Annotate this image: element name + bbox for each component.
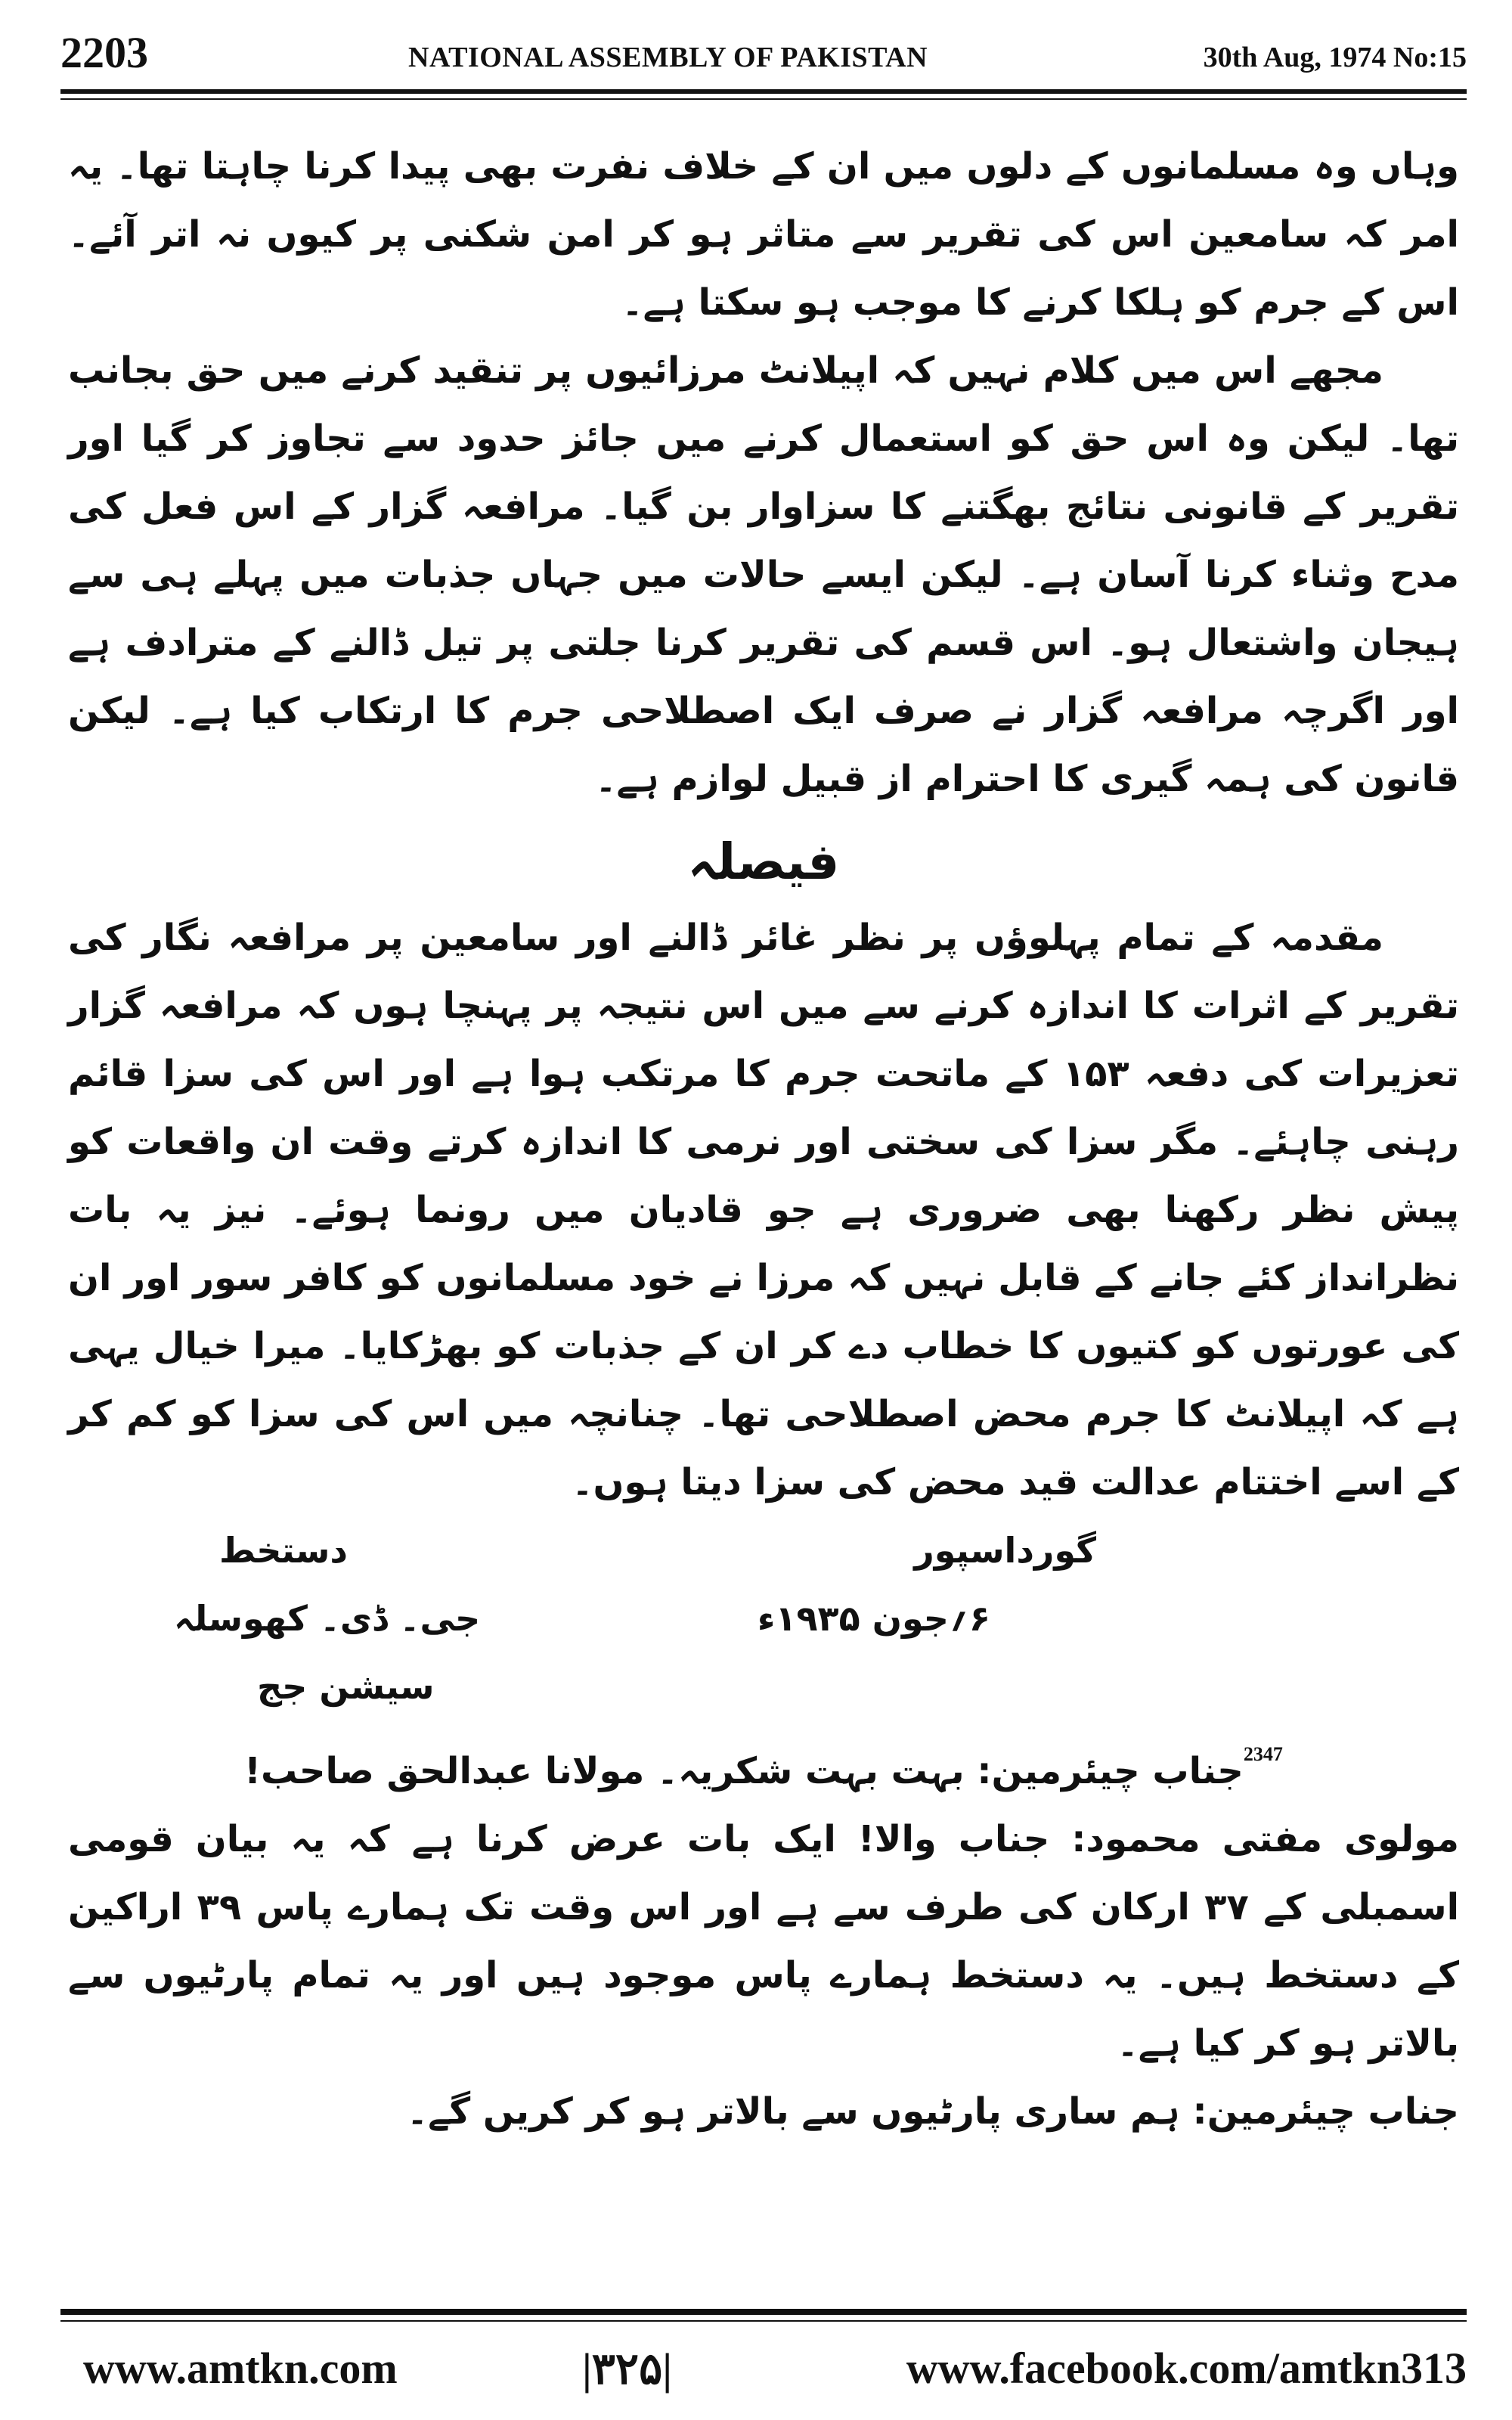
footer-rule-thick [60, 2309, 1467, 2315]
footer-website-link[interactable]: www.amtkn.com [83, 2344, 398, 2393]
paragraph-1: وہاں وہ مسلمانوں کے دلوں میں ان کے خلاف نفرت بھی پیدا کرنا چاہتا تھا۔ یہ امر کہ سامعین اس کی تقریر سے متاثر ہو کر امن شکنی پر کیوں نہ اتر آئے۔ اس کے جرم کو ہلکا کرنے کا موجب ہو سکتا ہے۔ [68, 145, 1459, 324]
speaker-name: جناب چیئرمین: [977, 1750, 1244, 1792]
speaker-name: جناب چیئرمین: [1192, 2090, 1459, 2133]
proceeding-marker: 2347 [1243, 1743, 1283, 1765]
header-date: 30th Aug, 1974 No:15 [1203, 42, 1467, 73]
speech-chairman-2 [68, 2077, 1459, 2145]
speech-text: بہت بہت شکریہ۔ مولانا عبدالحق صاحب! [244, 1750, 965, 1792]
paragraph-3: مقدمہ کے تمام پہلوؤں پر نظر غائر ڈالنے اور سامعین پر مرافعہ نگار کی تقریر کے اثرات کا اندازہ کرنے سے میں اس نتیجہ پر پہنچا ہوں کہ مرافعہ گزار تعزیرات کی دفعہ ۱۵۳ کے ماتحت جرم کا مرتکب ہوا ہے اور اس کی سزا قائم رہنی چاہئے۔ مگر سزا کی سختی اور نرمی کا اندازہ کرتے وقت ان واقعات کو پیش نظر رکھنا بھی ضروری ہے جو قادیان میں رونما ہوئے۔ نیز یہ بات نظرانداز کئے جانے کے قابل نہیں کہ مرزا نے خود مسلمانوں کو کافر سور اور ان کی عورتوں کو کتیوں کا خطاب دے کر ان کے جذبات کو بھڑکایا۔ میرا خیال یہی ہے کہ اپیلانٹ کا جرم محض اصطلاحی تھا۔ چنانچہ میں اس کی سزا کو کم کر کے اسے اختتام عدالت قید محض کی سزا دیتا ہوں۔ [68, 917, 1460, 1503]
header-title: NATIONAL ASSEMBLY OF PAKISTAN [408, 42, 928, 73]
signature-signed: دستخط [219, 1530, 349, 1571]
signature-row-1 [68, 1516, 1459, 1584]
signature-row-2 [68, 1584, 1459, 1652]
page-header [60, 27, 1467, 88]
footer-facebook-link[interactable]: www.facebook.com/amtkn313 [906, 2344, 1467, 2393]
signature-designation: سیشن جج [257, 1666, 435, 1707]
footer-rule-thin [60, 2320, 1467, 2322]
page-footer [60, 2329, 1467, 2405]
signature-name: جی۔ ڈی۔ کھوسلہ [174, 1598, 481, 1639]
document-body [68, 132, 1459, 2145]
paragraph-2: مجھے اس میں کلام نہیں کہ اپیلانٹ مرزائیوں پر تنقید کرنے میں حق بجانب تھا۔ لیکن وہ اس حق کو استعمال کرنے میں جائز حدود سے تجاوز کر گیا اور تقریر کے قانونی نتائج بھگتنے کا سزاوار بن گیا۔ مرافعہ گزار کے اس فعل کی مدح وثناء کرنا آسان ہے۔ لیکن ایسے حالات میں جہاں جذبات میں پہلے ہی سے ہیجان واشتعال ہو۔ اس قسم کی تقریر کرنا جلتی پر تیل ڈالنے کے مترادف ہے اور اگرچہ مرافعہ گزار نے صرف ایک اصطلاحی جرم کا ارتکاب کیا ہے۔ لیکن قانون کی ہمہ گیری کا احترام از قبیل لوازم ہے۔ [68, 349, 1459, 800]
header-rule-thin [60, 98, 1467, 100]
speech-text: جناب والا! ایک بات عرض کرنا ہے کہ یہ بیان قومی اسمبلی کے ۳۷ ارکان کی طرف سے ہے اور اس وقت تک ہمارے پاس ۳۹ اراکین کے دستخط ہیں۔ یہ دستخط ہمارے پاس موجود ہیں اور یہ تمام پارٹیوں سے بالاتر ہو کر کیا ہے۔ [68, 1818, 1460, 2065]
signature-row-3 [68, 1652, 1459, 1720]
signature-place: گورداسپور [914, 1530, 1096, 1571]
speech-text: ہم ساری پارٹیوں سے بالاتر ہو کر کریں گے۔ [406, 2090, 1180, 2133]
signature-date: ۶؍جون ۱۹۳۵ء [757, 1598, 990, 1639]
speaker-name: مولوی مفتی محمود: [1071, 1818, 1460, 1860]
header-rule-thick [60, 89, 1467, 94]
speech-mufti-mahmood [68, 1805, 1459, 2077]
speech-chairman-1 [68, 1720, 1459, 1805]
page-number: 2203 [60, 28, 148, 77]
section-heading: فیصلہ [687, 833, 840, 891]
footer-page-number: |۳۲۵| [582, 2344, 673, 2394]
